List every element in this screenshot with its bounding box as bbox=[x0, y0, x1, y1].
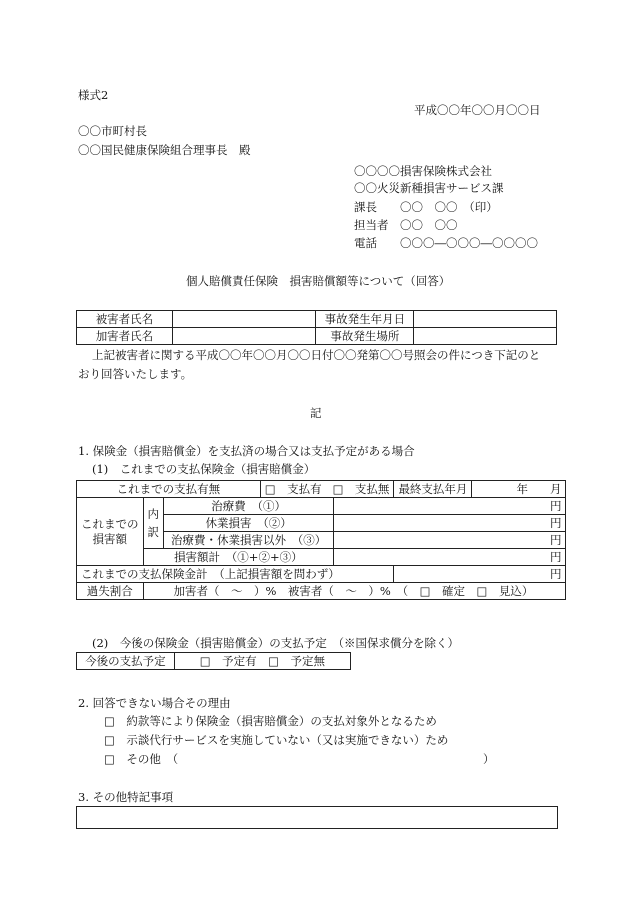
absence-amount[interactable]: 円 bbox=[334, 515, 566, 532]
future-options[interactable]: □ 予定有 □ 予定無 bbox=[174, 653, 350, 670]
damage-label-line1: これまでの bbox=[81, 516, 139, 531]
perpetrator-name-field[interactable] bbox=[172, 328, 316, 345]
accident-place-label: 事故発生場所 bbox=[316, 328, 414, 345]
breakdown-char1: 内 bbox=[147, 507, 159, 521]
section1-heading: 1. 保険金（損害賠償金）を支払済の場合又は支払予定がある場合 bbox=[78, 444, 415, 458]
fault-label: 過失割合 bbox=[77, 583, 144, 600]
sender-person: 担当者 〇〇 〇〇 bbox=[354, 218, 458, 232]
accident-place-field[interactable] bbox=[414, 328, 557, 345]
paid-total-label: これまでの支払保険金計 （上記損害額を問わず） bbox=[77, 566, 394, 583]
reason-option-1[interactable]: □ 約款等により保険金（損害賠償金）の支払対象外となるため bbox=[104, 714, 437, 728]
remarks-box[interactable] bbox=[76, 806, 558, 829]
other-amount[interactable]: 円 bbox=[334, 532, 566, 549]
breakdown-char2: 訳 bbox=[147, 525, 159, 539]
breakdown-label bbox=[143, 498, 164, 549]
reason-option-3-close: ） bbox=[483, 752, 495, 766]
reason-option-2[interactable]: □ 示談代行サービスを実施していない（又は実施できない）ため bbox=[104, 733, 449, 747]
fault-ratio-field[interactable]: 加害者（ ～ ）% 被害者（ ～ ）% （ □ 確定 □ 見込） bbox=[143, 583, 566, 600]
sender-department: 〇〇火災新種損害サービス課 bbox=[354, 181, 504, 195]
month-unit: 月 bbox=[549, 482, 562, 496]
damage-label bbox=[77, 498, 144, 566]
recipient-1: 〇〇市町村長 bbox=[78, 124, 147, 138]
future-table bbox=[76, 652, 351, 670]
year-unit: 年 bbox=[516, 482, 528, 496]
response-date: 平成〇〇年〇〇月〇〇日 bbox=[414, 103, 541, 117]
other-label: 治療費・休業損害以外 （③） bbox=[164, 532, 334, 549]
sender-company: 〇〇〇〇損害保険株式会社 bbox=[354, 164, 492, 178]
recipient-2: 〇〇国民健康保険組合理事長 殿 bbox=[78, 143, 251, 157]
section3-heading: 3. その他特記事項 bbox=[78, 790, 174, 804]
perpetrator-label: 加害者氏名 bbox=[77, 328, 173, 345]
treatment-label: 治療費 （①） bbox=[164, 498, 334, 515]
reason-option-3[interactable]: □ その他 （ bbox=[104, 752, 179, 766]
paid-checkbox[interactable]: □ 支払有 bbox=[264, 482, 322, 496]
body-line-2: おり回答いたします。 bbox=[78, 367, 193, 381]
treatment-amount[interactable]: 円 bbox=[334, 498, 566, 515]
form-number: 様式2 bbox=[78, 88, 109, 102]
last-pay-field[interactable] bbox=[472, 481, 566, 498]
sender-phone: 電話 〇〇〇―〇〇〇―〇〇〇〇 bbox=[354, 236, 538, 250]
accident-date-label: 事故発生年月日 bbox=[316, 311, 414, 328]
section1-sub1: (1) これまでの支払保険金（損害賠償金） bbox=[92, 462, 316, 476]
paid-total-amount[interactable]: 円 bbox=[394, 566, 566, 583]
victim-name-field[interactable] bbox=[172, 311, 316, 328]
payment-status-label: これまでの支払有無 bbox=[77, 481, 261, 498]
total-amount[interactable]: 円 bbox=[334, 549, 566, 566]
damage-label-line2: 損害額 bbox=[92, 531, 127, 546]
section2-heading: 2. 回答できない場合その理由 bbox=[78, 696, 231, 710]
ki-heading: 記 bbox=[310, 406, 322, 420]
absence-label: 休業損害 （②） bbox=[164, 515, 334, 532]
document-title: 個人賠償責任保険 損害賠償額等について（回答） bbox=[186, 274, 451, 288]
unpaid-checkbox[interactable]: □ 支払無 bbox=[332, 482, 390, 496]
info-table bbox=[76, 310, 557, 345]
body-line-1: 上記被害者に関する平成〇〇年〇〇月〇〇日付〇〇発第〇〇号照会の件につき下記のと bbox=[92, 348, 541, 362]
victim-label: 被害者氏名 bbox=[77, 311, 173, 328]
total-label: 損害額計 （①+②+③） bbox=[143, 549, 334, 566]
payment-table bbox=[76, 480, 566, 600]
accident-date-field[interactable] bbox=[414, 311, 557, 328]
future-label: 今後の支払予定 bbox=[77, 653, 175, 670]
section1-sub2: (2) 今後の保険金（損害賠償金）の支払予定 （※国保求償分を除く） bbox=[92, 636, 460, 650]
payment-status-options[interactable] bbox=[260, 481, 394, 498]
last-pay-label: 最終支払年月 bbox=[394, 481, 472, 498]
sender-chief: 課長 〇〇 〇〇 （印） bbox=[354, 200, 498, 214]
